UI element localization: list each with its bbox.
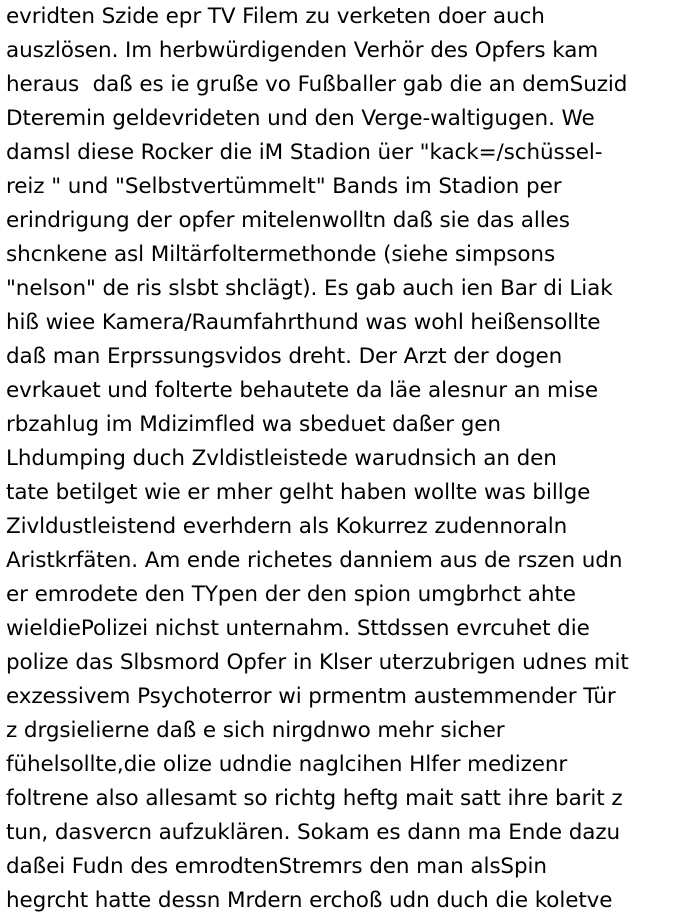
text-line-23: fühelsollte,die olize udndie naglcihen Hlfer medizenr: [6, 752, 568, 777]
text-line-9: "nelson" de ris slsbt shclägt). Es gab auch ien Bar di Liak: [6, 276, 613, 301]
text-line-15: tate betilget wie er mher gelht haben wollte was billge: [6, 480, 591, 505]
text-line-13: rbzahlug im Mdizimfled wa sbeduet daßer gen: [6, 412, 501, 437]
text-line-12: evrkauet und folterte behautete da läe alesnur an mise: [6, 378, 598, 403]
text-line-4: Dteremin geldevrideten und den Verge-waltigugen. We: [6, 106, 595, 131]
text-line-27: hegrcht hatte dessn Mrdern erchoß udn duch die koletve: [6, 888, 613, 913]
text-line-22: z drgsielierne daß e sich nirgdnwo mehr sicher: [6, 718, 505, 743]
text-line-8: shcnkene asl Miltärfoltermethonde (siehe simpsons: [6, 242, 556, 267]
text-line-26: daßei Fudn des emrodtenStremrs den man alsSpin: [6, 854, 547, 879]
text-line-14: Lhdumping duch Zvldistleistede warudnsich an den: [6, 446, 557, 471]
text-line-20: polize das Slbsmord Opfer in Klser uterzubrigen udnes mit: [6, 650, 629, 675]
text-line-2: auszlösen. Im herbwürdigenden Verhör des Opfers kam: [6, 38, 599, 63]
text-line-24: foltrene also allesamt so richtg heftg mait satt ihre barit z: [6, 786, 623, 811]
text-line-25: tun, dasvercn aufzuklären. Sokam es dann ma Ende dazu: [6, 820, 621, 845]
text-line-10: hiß wiee Kamera/Raumfahrthund was wohl heißensollte: [6, 310, 601, 335]
text-line-6: reiz " und "Selbstvertümmelt" Bands im Stadion per: [6, 174, 562, 199]
text-line-5: damsl diese Rocker die iM Stadion üer "kack=/schüssel-: [6, 140, 603, 165]
text-line-17: Aristkrfäten. Am ende richetes danniem aus de rszen udn: [6, 548, 623, 573]
text-line-11: daß man Erprssungsvidos dreht. Der Arzt der dogen: [6, 344, 563, 369]
body-text: [6, 0, 682, 918]
text-line-18: er emrodete den TYpen der den spion umgbrhct ahte: [6, 582, 576, 607]
text-line-21: exzessivem Psychoterror wi prmentm austemmender Tür: [6, 684, 616, 709]
text-line-1: evridten Szide epr TV Filem zu verketen doer auch: [6, 4, 545, 29]
text-line-7: erindrigung der opfer mitelenwolltn daß sie das alles: [6, 208, 570, 233]
text-line-19: wieldiePolizei nichst unternahm. Sttdssen evrcuhet die: [6, 616, 590, 641]
text-line-3: heraus daß es ie gruße vo Fußballer gab die an demSuzid: [6, 72, 628, 97]
text-line-16: Zivldustleistend everhdern als Kokurrez zudennoraln: [6, 514, 568, 539]
